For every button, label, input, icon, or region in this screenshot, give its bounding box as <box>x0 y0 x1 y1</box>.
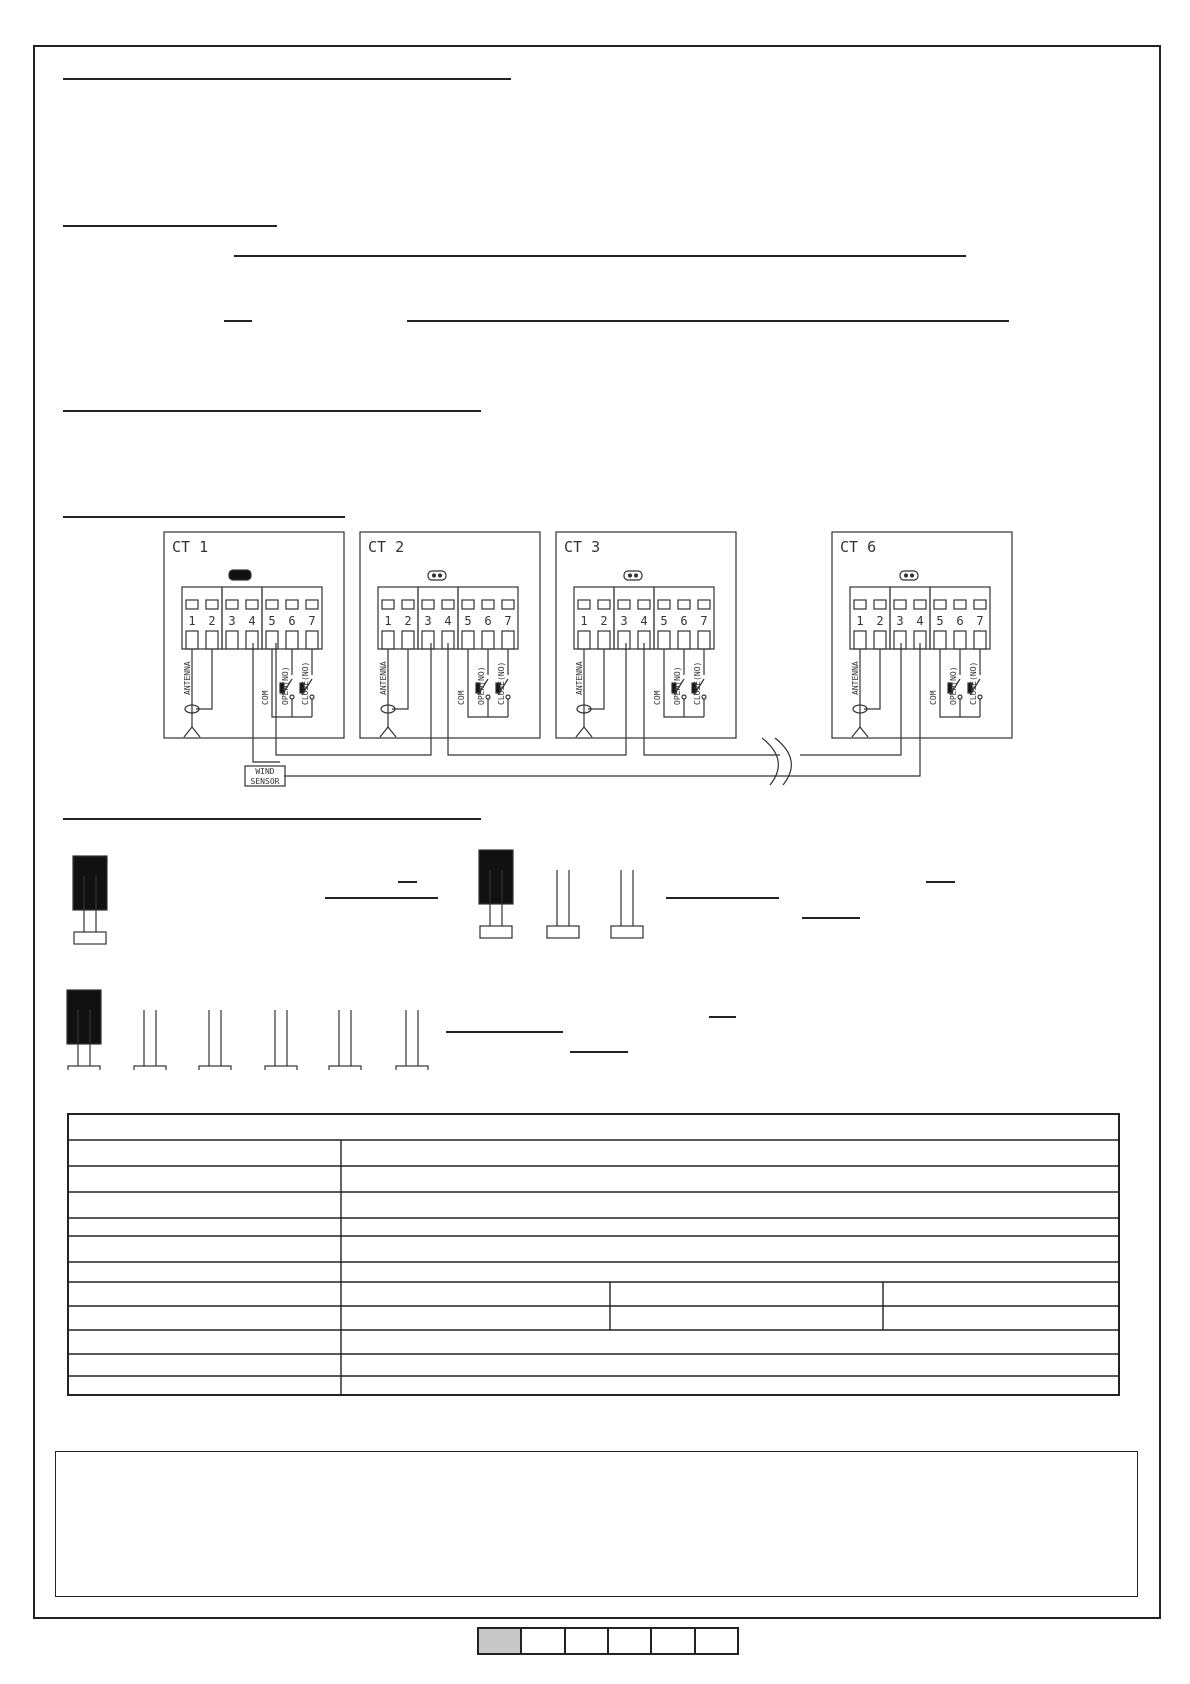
terminal-screw <box>618 600 630 609</box>
controller-box <box>832 532 1012 738</box>
controller-label: CT 3 <box>564 538 601 556</box>
page-tab-4[interactable] <box>607 1629 650 1653</box>
wire-label-com: COM <box>457 690 466 705</box>
terminal-screw <box>186 600 198 609</box>
terminal-screw <box>954 600 966 609</box>
terminal-number: 6 <box>288 614 296 628</box>
jumper-open <box>428 571 446 580</box>
terminal-slot <box>954 631 966 649</box>
controller-label: CT 1 <box>172 538 209 556</box>
controller-label: CT 6 <box>840 538 877 556</box>
page-tab-1[interactable] <box>479 1629 520 1653</box>
wire-label-close: CLOSE(NO) <box>969 661 978 705</box>
terminal-number: 3 <box>620 614 628 628</box>
terminal-slot <box>382 631 394 649</box>
terminal-slot <box>934 631 946 649</box>
switch-terminal <box>958 695 962 699</box>
jumper-open-icon <box>265 1010 297 1070</box>
terminal-slot <box>658 631 670 649</box>
jumper-base <box>134 1066 166 1070</box>
terminal-screw <box>698 600 710 609</box>
terminal-screw <box>854 600 866 609</box>
wire-label-close: CLOSE(NO) <box>301 661 310 705</box>
wire-label-com: COM <box>261 690 270 705</box>
wire-label-close: CLOSE(NO) <box>693 661 702 705</box>
terminal-number: 3 <box>424 614 432 628</box>
terminal-slot <box>698 631 710 649</box>
jumper-pin <box>911 574 914 577</box>
jumper-base <box>611 926 643 938</box>
jumper-pin <box>439 574 442 577</box>
terminal-slot <box>874 631 886 649</box>
terminal-screw <box>422 600 434 609</box>
terminal-screw <box>658 600 670 609</box>
terminal-number: 6 <box>956 614 964 628</box>
wind-sensor-label-2: SENSOR <box>250 777 280 786</box>
wire-label-open: OPEN(NO) <box>477 666 486 705</box>
terminal-screw <box>974 600 986 609</box>
antenna-icon <box>852 727 868 737</box>
terminal-number: 7 <box>700 614 708 628</box>
jumper-open-icon <box>199 1010 231 1070</box>
terminal-slot <box>678 631 690 649</box>
jumper-closed-icon <box>479 850 513 938</box>
jumper-base <box>329 1066 361 1070</box>
wind-sensor-label-1: WIND <box>255 767 275 776</box>
terminal-slot <box>402 631 414 649</box>
wire-label-open: OPEN(NO) <box>673 666 682 705</box>
terminal-screw <box>382 600 394 609</box>
spec-table <box>67 1113 1120 1396</box>
terminal-screw <box>462 600 474 609</box>
wire-label-open: OPEN(NO) <box>949 666 958 705</box>
terminal-slot <box>286 631 298 649</box>
controller-label: CT 2 <box>368 538 405 556</box>
jumper-pin <box>433 574 436 577</box>
terminal-number: 1 <box>384 614 392 628</box>
jumper-pin <box>905 574 908 577</box>
jumper-base <box>265 1066 297 1070</box>
antenna-shield <box>588 649 604 709</box>
terminal-screw <box>638 600 650 609</box>
terminal-screw <box>266 600 278 609</box>
terminal-screw <box>678 600 690 609</box>
jumper-base <box>396 1066 428 1070</box>
terminal-slot <box>618 631 630 649</box>
note-box <box>55 1451 1138 1597</box>
antenna-icon <box>184 727 200 737</box>
jumper-base <box>547 926 579 938</box>
terminal-number: 7 <box>504 614 512 628</box>
terminal-slot <box>482 631 494 649</box>
jumper-open-icon <box>611 870 643 938</box>
terminal-screw <box>246 600 258 609</box>
terminal-slot <box>974 631 986 649</box>
terminal-number: 4 <box>444 614 452 628</box>
jumper-closed-icon <box>67 990 101 1070</box>
jumper-open-icon <box>547 870 579 938</box>
antenna-label: ANTENNA <box>575 661 584 695</box>
terminal-number: 2 <box>208 614 216 628</box>
terminal-screw <box>306 600 318 609</box>
antenna-shield <box>392 649 408 709</box>
antenna-icon <box>576 727 592 737</box>
terminal-number: 1 <box>856 614 864 628</box>
terminal-screw <box>914 600 926 609</box>
switch-terminal <box>310 695 314 699</box>
wire-label-com: COM <box>929 690 938 705</box>
terminal-number: 1 <box>580 614 588 628</box>
terminal-slot <box>186 631 198 649</box>
controller-box <box>164 532 344 738</box>
terminal-number: 4 <box>916 614 924 628</box>
terminal-number: 6 <box>484 614 492 628</box>
wire-label-com: COM <box>653 690 662 705</box>
jumper-closed <box>229 570 251 580</box>
terminal-slot <box>422 631 434 649</box>
terminal-screw <box>874 600 886 609</box>
terminal-screw <box>206 600 218 609</box>
switch-terminal <box>978 695 982 699</box>
jumper-base <box>68 1066 100 1070</box>
page-tab-6[interactable] <box>694 1629 737 1653</box>
jumper-cap <box>73 856 107 910</box>
terminal-screw <box>894 600 906 609</box>
terminal-slot <box>598 631 610 649</box>
terminal-slot <box>894 631 906 649</box>
page-indicator <box>477 1627 739 1655</box>
terminal-number: 3 <box>228 614 236 628</box>
terminal-slot <box>462 631 474 649</box>
terminal-slot <box>502 631 514 649</box>
terminal-number: 5 <box>936 614 944 628</box>
terminal-number: 7 <box>308 614 316 628</box>
jumper-open <box>900 571 918 580</box>
jumper-open-icon <box>396 1010 428 1070</box>
antenna-shield <box>864 649 880 709</box>
terminal-screw <box>482 600 494 609</box>
terminal-number: 7 <box>976 614 984 628</box>
terminal-number: 6 <box>680 614 688 628</box>
jumper-open <box>624 571 642 580</box>
switch-terminal <box>290 695 294 699</box>
terminal-number: 2 <box>404 614 412 628</box>
wiring-diagram <box>0 0 1190 820</box>
jumper-pin <box>629 574 632 577</box>
jumper-open-icon <box>329 1010 361 1070</box>
antenna-icon <box>380 727 396 737</box>
jumper-open-icon <box>134 1010 166 1070</box>
page-tab-2[interactable] <box>520 1629 563 1653</box>
switch-terminal <box>702 695 706 699</box>
jumper-cap <box>479 850 513 904</box>
terminal-screw <box>402 600 414 609</box>
antenna-label: ANTENNA <box>379 661 388 695</box>
terminal-screw <box>598 600 610 609</box>
terminal-slot <box>246 631 258 649</box>
jumper-cap <box>67 990 101 1044</box>
jumper-base <box>74 932 106 944</box>
terminal-screw <box>226 600 238 609</box>
controller-4 <box>832 532 1012 738</box>
terminal-screw <box>578 600 590 609</box>
terminal-number: 3 <box>896 614 904 628</box>
antenna-shield <box>196 649 212 709</box>
switch-terminal <box>486 695 490 699</box>
terminal-screw <box>502 600 514 609</box>
terminal-number: 5 <box>660 614 668 628</box>
controller-3 <box>556 532 736 738</box>
page-tab-5[interactable] <box>650 1629 693 1653</box>
switch-terminal <box>682 695 686 699</box>
controller-box <box>556 532 736 738</box>
terminal-number: 1 <box>188 614 196 628</box>
terminal-slot <box>206 631 218 649</box>
controller-1 <box>164 532 344 738</box>
jumper-closed-icon <box>73 856 107 944</box>
terminal-slot <box>854 631 866 649</box>
switch-terminal <box>506 695 510 699</box>
page-tab-3[interactable] <box>564 1629 607 1653</box>
terminal-number: 5 <box>464 614 472 628</box>
terminal-number: 2 <box>600 614 608 628</box>
terminal-number: 4 <box>248 614 256 628</box>
terminal-screw <box>286 600 298 609</box>
terminal-screw <box>934 600 946 609</box>
terminal-number: 2 <box>876 614 884 628</box>
jumper-base <box>199 1066 231 1070</box>
antenna-label: ANTENNA <box>851 661 860 695</box>
controller-box <box>360 532 540 738</box>
wire-label-close: CLOSE(NO) <box>497 661 506 705</box>
antenna-label: ANTENNA <box>183 661 192 695</box>
wire-label-open: OPEN(NO) <box>281 666 290 705</box>
jumper-pin <box>635 574 638 577</box>
terminal-slot <box>578 631 590 649</box>
terminal-slot <box>306 631 318 649</box>
jumper-base <box>480 926 512 938</box>
jumper-illustrations <box>60 840 1140 1070</box>
terminal-slot <box>226 631 238 649</box>
controller-2 <box>360 532 540 738</box>
terminal-number: 4 <box>640 614 648 628</box>
terminal-number: 5 <box>268 614 276 628</box>
terminal-screw <box>442 600 454 609</box>
